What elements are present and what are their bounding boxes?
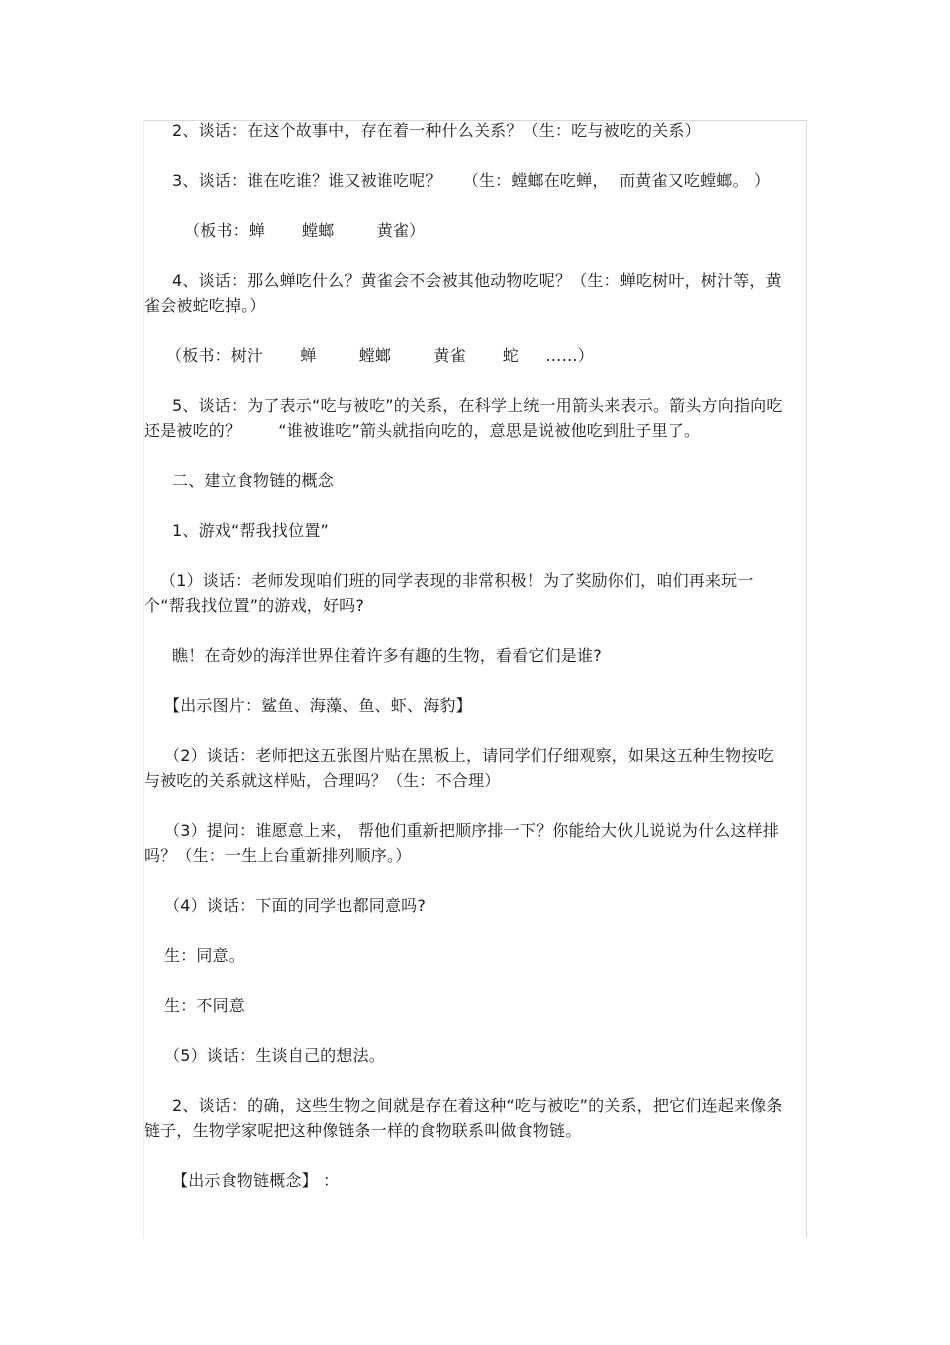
paragraph-talk-5: 5、谈话：为了表示“吃与被吃”的关系，在科学上统一用箭头来表示。箭头方向指向吃还是被吃的？ “谁被谁吃”箭头就指向吃的，意思是说被他吃到肚子里了。	[144, 396, 783, 440]
paragraph-show-pictures: 【出示图片：鲨鱼、海藻、鱼、虾、海豹】	[164, 696, 472, 715]
paragraph-student-disagree: 生：不同意	[164, 996, 246, 1015]
paragraph-talk-3: 3、谈话：谁在吃谁？谁又被谁吃呢？ （生：螳螂在吃蝉， 而黄雀又吃螳螂。 ）	[172, 171, 771, 190]
paragraph-show-concept: 【出示食物链概念】 ：	[172, 1171, 340, 1190]
paragraph-talk-food-chain: 2、谈话：的确，这些生物之间就是存在着这种“吃与被吃”的关系，把它们连起来像条链子，生物学家呢把这种像链条一样的食物联系叫做食物链。	[144, 1096, 783, 1140]
paragraph-ocean-world: 瞧！在奇妙的海洋世界住着许多有趣的生物，看看它们是谁?	[172, 646, 602, 665]
paragraph-talk-4: 4、谈话：那么蝉吃什么？黄雀会不会被其他动物吃呢？（生：蝉吃树叶，树汁等，黄雀会被蛇吃掉。）	[144, 271, 782, 315]
document-body	[144, 118, 784, 1218]
paragraph-step-2: （2）谈话：老师把这五张图片贴在黑板上，请同学们仔细观察，如果这五种生物按吃与被吃的关系就这样贴，合理吗？（生：不合理）	[144, 746, 774, 790]
paragraph-game-title: 1、游戏“帮我找位置”	[172, 521, 329, 540]
paragraph-step-5: （5）谈话：生谈自己的想法。	[164, 1046, 385, 1065]
paragraph-blackboard-1: （板书：蝉 螳螂 黄雀）	[184, 221, 426, 240]
paragraph-step-3: （3）提问：谁愿意上来， 帮他们重新把顺序排一下？你能给大伙儿说说为什么这样排吗？（生：一生上台重新排列顺序。）	[144, 821, 780, 865]
paragraph-step-4: （4）谈话：下面的同学也都同意吗?	[164, 896, 427, 915]
paragraph-blackboard-2: （板书：树汁 蝉 螳螂 黄雀 蛇 ……）	[166, 346, 595, 365]
page-frame-right	[806, 120, 807, 1238]
section-heading-food-chain: 二、建立食物链的概念	[172, 471, 335, 490]
paragraph-student-agree: 生：同意。	[164, 946, 246, 965]
paragraph-step-1: （1）谈话：老师发现咱们班的同学表现的非常积极！为了奖励你们，咱们再来玩一个“帮我找位置”的游戏，好吗?	[144, 571, 754, 615]
paragraph-talk-2: 2、谈话：在这个故事中，存在着一种什么关系？（生：吃与被吃的关系）	[172, 121, 701, 140]
